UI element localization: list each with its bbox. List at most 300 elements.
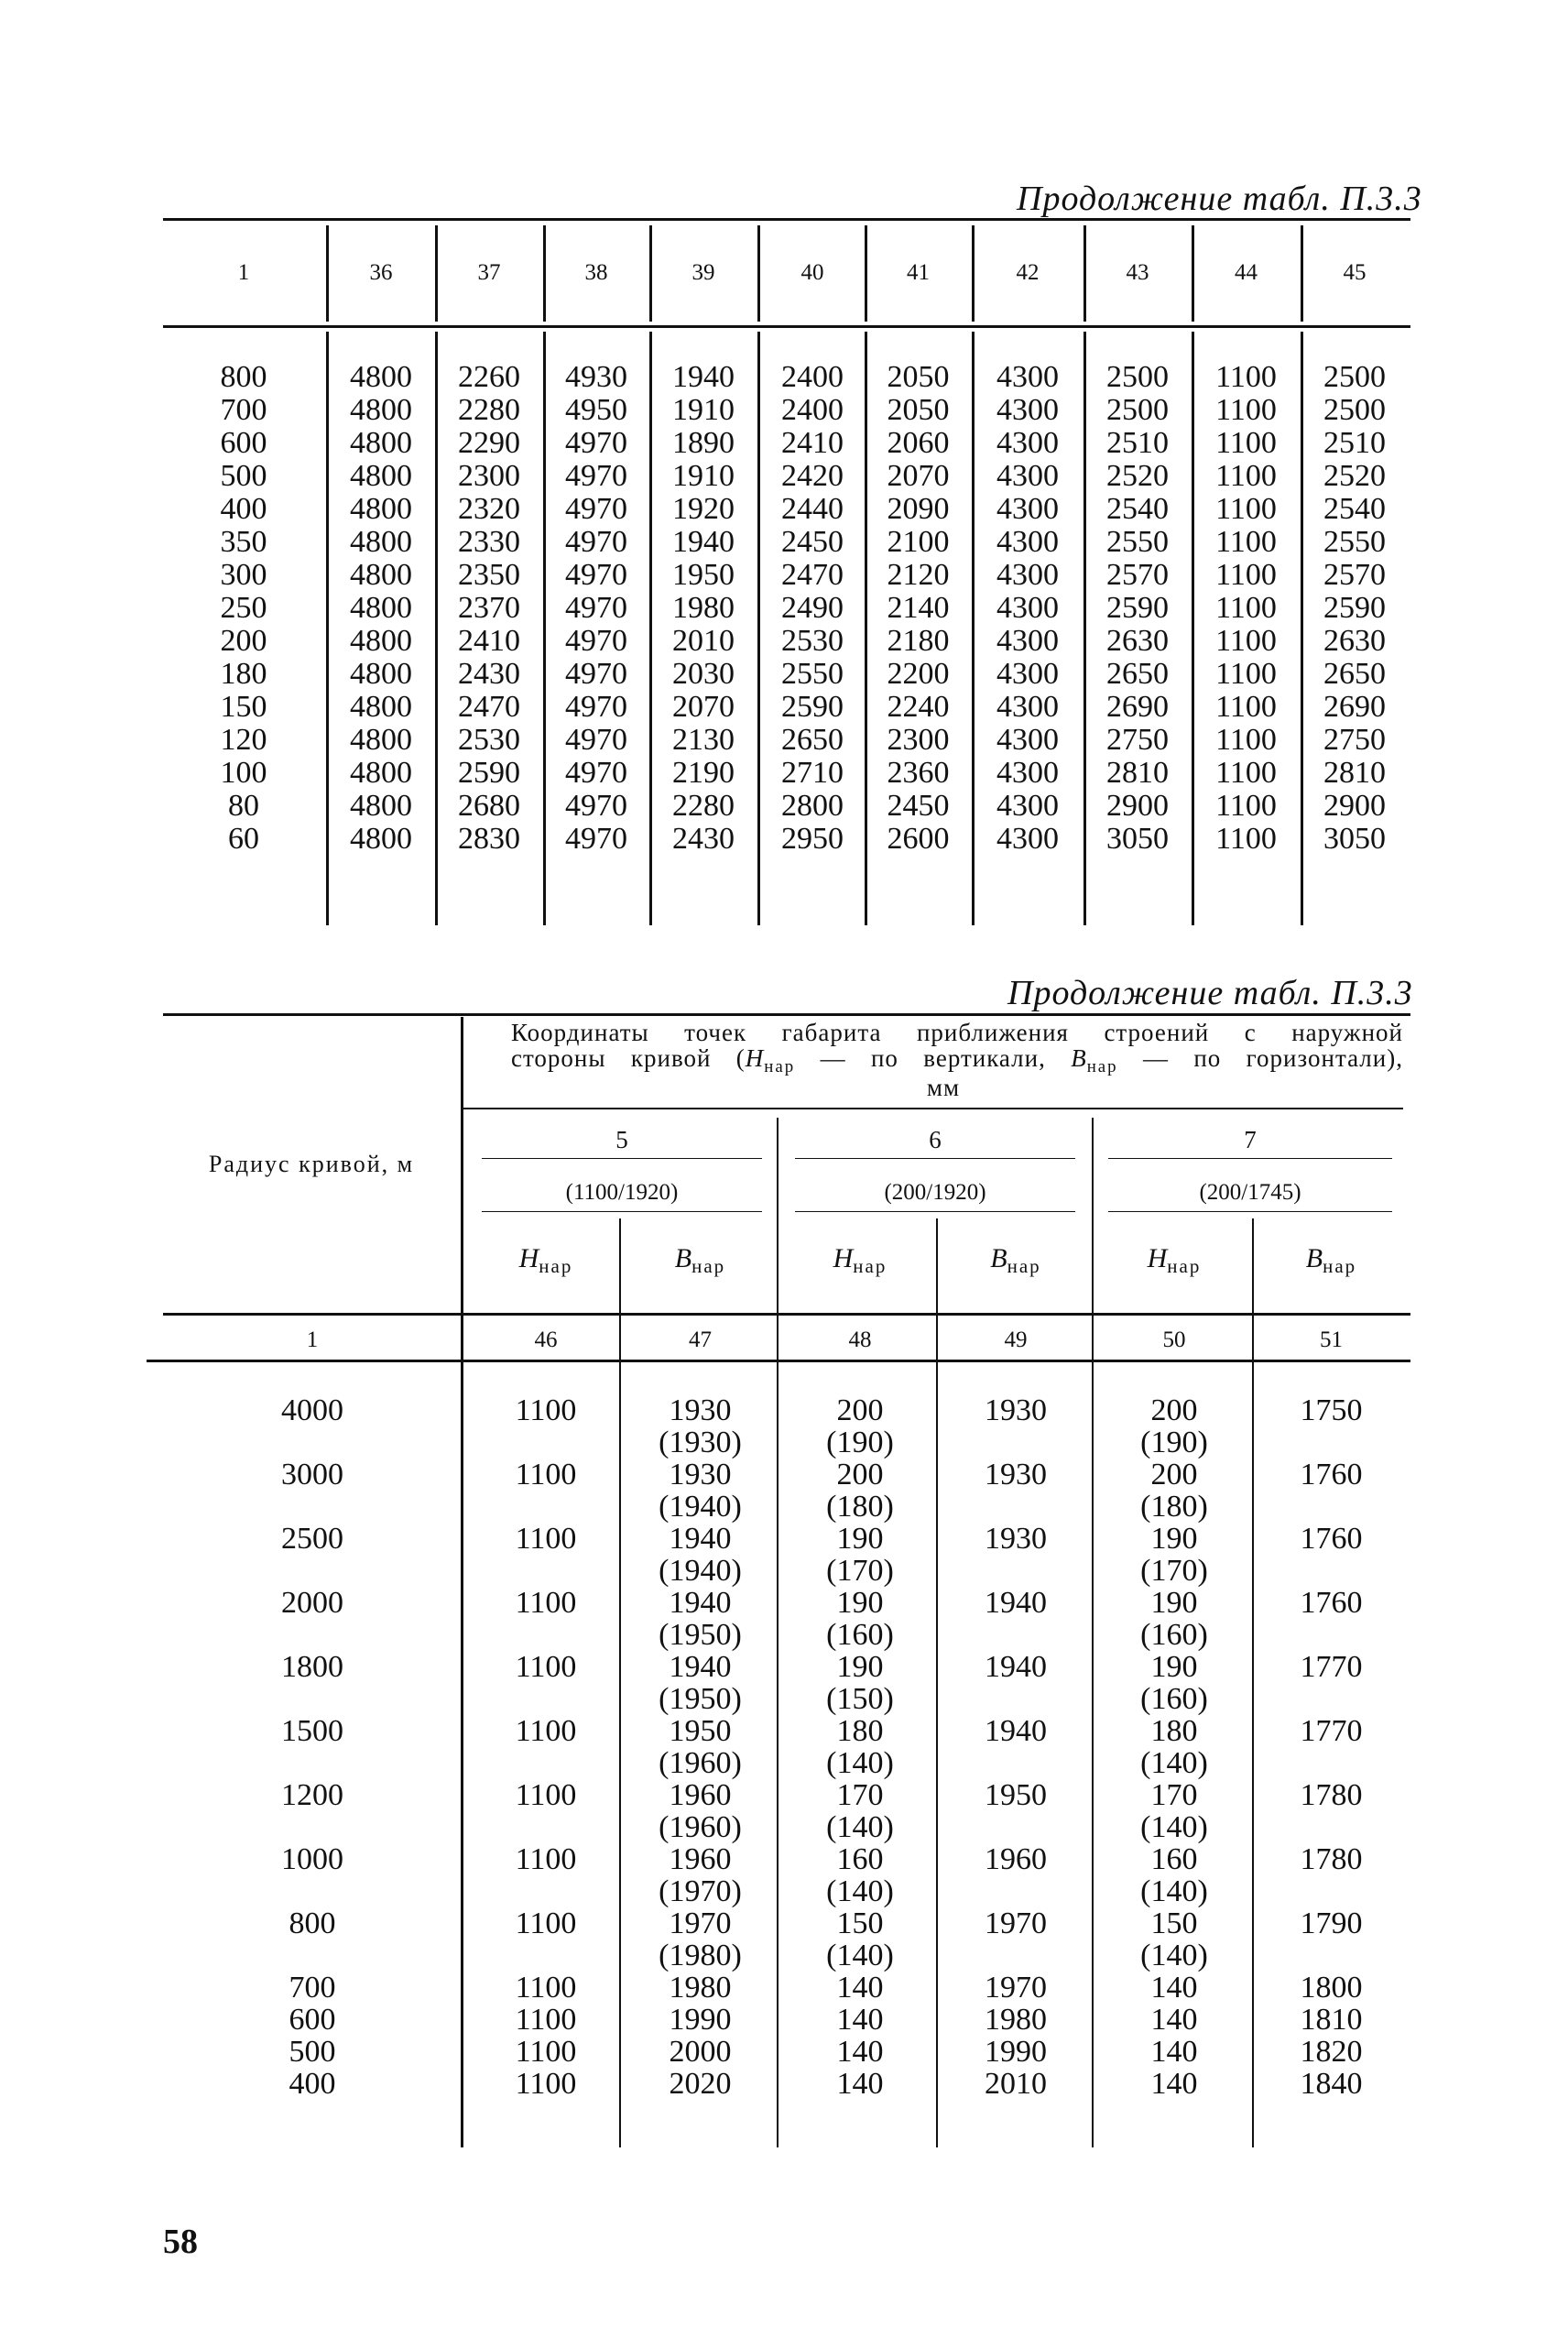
table2-cell: 800	[289, 1906, 336, 1940]
subscript-index: нар	[539, 1255, 573, 1278]
table2-cell: 1790	[1300, 1906, 1363, 1940]
table1-cell: 2540	[1106, 492, 1169, 526]
column-number: 48	[848, 1327, 872, 1352]
table2-cell: 1930	[985, 1458, 1047, 1491]
table1-cell: 2510	[1323, 426, 1386, 460]
table1-cell: 2500	[1106, 360, 1169, 394]
table2-cell: 1770	[1300, 1650, 1363, 1684]
table1-cell: 1100	[1215, 690, 1277, 724]
table2-cell: 400	[289, 2067, 336, 2101]
table2-cell: 1930	[669, 1458, 732, 1491]
table1-header-col-rule	[649, 225, 652, 322]
table2-cell: (160)	[1140, 1618, 1208, 1652]
table1-cell: 4300	[996, 591, 1059, 625]
table1-value-column	[972, 361, 1083, 856]
table2-cell: 1780	[1300, 1842, 1363, 1876]
table1-cell: 4800	[350, 393, 412, 427]
table2-cell: 1760	[1300, 1586, 1363, 1620]
table1-header-col-rule	[972, 225, 975, 322]
table1-cell: 1100	[1215, 558, 1277, 592]
table1-cell: 4970	[565, 525, 627, 559]
table1-cell: 2590	[781, 690, 844, 724]
coord-subheader	[1256, 1243, 1407, 1278]
table2-cell	[170, 1619, 454, 1651]
table2-cell	[941, 1875, 1091, 1907]
table1-cell: 2180	[887, 624, 950, 658]
table2-cell: 140	[836, 2035, 884, 2069]
table1-cell: 1100	[1215, 492, 1277, 526]
table2-cell: 600	[289, 2003, 336, 2037]
table1-cell: 2290	[458, 426, 520, 460]
table1-cell: 1950	[672, 558, 735, 592]
coords-title-text-g: — по горизонтали),	[1117, 1044, 1403, 1072]
table2-value-column	[626, 1394, 775, 2100]
table1-cell: 2830	[458, 822, 520, 856]
table1-cell: 3050	[1106, 822, 1169, 856]
table2-cell: 1100	[515, 1522, 577, 1556]
table1-cell: 2430	[458, 657, 520, 691]
table1-cell: 2500	[1323, 393, 1386, 427]
table1-cell: 150	[220, 690, 267, 724]
group-number: 5	[615, 1126, 628, 1153]
table2-cell: 1930	[985, 1393, 1047, 1427]
column-number: 1	[306, 1327, 319, 1352]
table1-cell: 2650	[1323, 657, 1386, 691]
table1-cell: 2900	[1106, 789, 1169, 823]
table2-top-rule	[163, 1013, 1410, 1016]
table1-cell: 2120	[887, 558, 950, 592]
table1-cell: 1940	[672, 360, 735, 394]
table1-cell: 1100	[1215, 393, 1277, 427]
table1-cell: 4300	[996, 492, 1059, 526]
table1-cell: 4970	[565, 624, 627, 658]
table1-cell: 4800	[350, 822, 412, 856]
h-index: нар	[764, 1056, 796, 1076]
table2-cell: 200	[836, 1458, 884, 1491]
table2-cell: 190	[836, 1522, 884, 1556]
table1-cell: 2450	[887, 789, 950, 823]
table1-cell: 2810	[1106, 756, 1169, 790]
table1-cell: 4300	[996, 789, 1059, 823]
table1-cell: 4300	[996, 822, 1059, 856]
table1-cell: 4300	[996, 558, 1059, 592]
table2-cell	[941, 1811, 1091, 1843]
table1-cell: 4970	[565, 459, 627, 493]
table1-cell: 2370	[458, 591, 520, 625]
table2-cell	[1256, 1426, 1407, 1458]
table2-cell	[941, 1747, 1091, 1779]
table1-col-header-45: 45	[1343, 260, 1367, 285]
table2-cell: 1820	[1300, 2035, 1363, 2069]
table2-cell: 1100	[515, 1971, 577, 2005]
table1-cell: 2510	[1106, 426, 1169, 460]
table2-cell: (1950)	[659, 1682, 742, 1716]
coords-title	[511, 1020, 1403, 1100]
table2-value-column	[941, 1394, 1091, 2100]
table1-cell: 2550	[1323, 525, 1386, 559]
table2-cell: (1940)	[659, 1554, 742, 1588]
table2-cell: 160	[1150, 1842, 1198, 1876]
table1-cell: 4970	[565, 690, 627, 724]
table2-value-column	[1256, 1394, 1407, 2100]
group-spec-rule	[1108, 1211, 1392, 1212]
table1-cell: 4300	[996, 426, 1059, 460]
table1-cell: 2060	[887, 426, 950, 460]
table1-header-rule	[163, 325, 1410, 328]
table1-cell: 2900	[1323, 789, 1386, 823]
table1-cell: 1910	[672, 459, 735, 493]
table2-cell: 150	[1150, 1906, 1198, 1940]
table1-cell: 2300	[458, 459, 520, 493]
table1-value-column	[757, 361, 867, 856]
table1-cell: 700	[220, 393, 267, 427]
table1-col-header-44: 44	[1235, 260, 1258, 285]
table2-cell: (140)	[1140, 1939, 1208, 1972]
radius-header: Радиус кривой, м	[208, 1151, 415, 1177]
table2-cell: 200	[1150, 1458, 1198, 1491]
table1-value-column	[865, 361, 972, 856]
table1-cell: 2550	[781, 657, 844, 691]
coord-subheader	[1097, 1243, 1251, 1278]
table1-cell: 2540	[1323, 492, 1386, 526]
table1-cell: 4970	[565, 426, 627, 460]
table1-value-column	[649, 361, 757, 856]
table1-value-column	[1192, 361, 1301, 856]
table2-cell: 190	[836, 1586, 884, 1620]
table2-cell: (140)	[826, 1939, 894, 1972]
table2-cell: (140)	[826, 1874, 894, 1908]
table1-header-col-rule	[435, 225, 438, 322]
table1-cell: 2410	[458, 624, 520, 658]
group-number-rule	[795, 1158, 1075, 1159]
table1-cell: 3050	[1323, 822, 1386, 856]
table1-cell: 2030	[672, 657, 735, 691]
table2-cell: 190	[1150, 1650, 1198, 1684]
table1-cell: 2590	[1323, 591, 1386, 625]
table1-cell: 2650	[1106, 657, 1169, 691]
table1-cell: 1100	[1215, 426, 1277, 460]
table2-cell: 1760	[1300, 1458, 1363, 1491]
table1-cell: 350	[220, 525, 267, 559]
table2-cell: 1960	[669, 1778, 732, 1812]
group-spec-rule	[482, 1211, 762, 1212]
table2-cell	[170, 1939, 454, 1972]
table2-cell: (150)	[826, 1682, 894, 1716]
table2-cell: 2020	[669, 2067, 732, 2101]
subscript-index: нар	[1323, 1255, 1357, 1278]
table1-cell: 1100	[1215, 459, 1277, 493]
table2-cell: 1940	[669, 1586, 732, 1620]
table2-cell: 1840	[1300, 2067, 1363, 2101]
table1-cell: 2450	[781, 525, 844, 559]
table2-cell	[471, 1811, 621, 1843]
table2-cell	[941, 1426, 1091, 1458]
table1-col-header-43: 43	[1126, 260, 1149, 285]
table2-cell: 140	[1150, 2035, 1198, 2069]
table2-cell: 1810	[1300, 2003, 1363, 2037]
table1-cell: 4800	[350, 525, 412, 559]
table2-cell: 1780	[1300, 1778, 1363, 1812]
table1-cell: 1940	[672, 525, 735, 559]
table1-cell: 2190	[672, 756, 735, 790]
table1-cell: 2300	[887, 723, 950, 757]
table1-cell: 500	[220, 459, 267, 493]
table2-cell: 1100	[515, 2067, 577, 2101]
table1-cell: 4300	[996, 723, 1059, 757]
table1-value-column	[435, 361, 543, 856]
table1-cell: 4300	[996, 690, 1059, 724]
table1-cell: 1100	[1215, 822, 1277, 856]
table2-cell	[1256, 1875, 1407, 1907]
table2-cell: 1970	[985, 1906, 1047, 1940]
table1-cell: 4970	[565, 756, 627, 790]
table2-number-rule	[147, 1360, 1410, 1362]
table1-cell: 800	[220, 360, 267, 394]
table1-cell: 2050	[887, 360, 950, 394]
coords-title-unit: мм	[926, 1074, 961, 1101]
table2-cell: 180	[1150, 1714, 1198, 1748]
table1-cell: 300	[220, 558, 267, 592]
table1-cell: 400	[220, 492, 267, 526]
table2-cell: 190	[1150, 1586, 1198, 1620]
table2-cell: (140)	[1140, 1746, 1208, 1780]
b-symbol: B	[1071, 1044, 1087, 1072]
table2-cell	[1256, 1555, 1407, 1587]
table2-cell: 1960	[669, 1842, 732, 1876]
table1-cell: 4300	[996, 360, 1059, 394]
b-symbol: B	[674, 1243, 692, 1273]
table1-cell: 4300	[996, 624, 1059, 658]
group-number: 7	[1244, 1126, 1257, 1153]
subscript-index: нар	[1007, 1255, 1041, 1278]
table2-cell	[941, 1619, 1091, 1651]
column-number: 51	[1320, 1327, 1343, 1352]
radius-column-rule	[461, 1017, 463, 2147]
table2-cell: (1940)	[659, 1490, 742, 1524]
table2-cell	[1256, 1619, 1407, 1651]
table2-cell: 1100	[515, 1842, 577, 1876]
table1-header-col-rule	[326, 225, 329, 322]
table2-cell: 1500	[281, 1714, 343, 1748]
table2-cell: 1980	[985, 2003, 1047, 2037]
table2-cell: 1100	[515, 1906, 577, 1940]
table2-cell	[170, 1875, 454, 1907]
table1-value-column	[326, 361, 436, 856]
table2-cell	[471, 1875, 621, 1907]
group-spec: (200/1920)	[884, 1180, 986, 1205]
table2-cell: 1990	[985, 2035, 1047, 2069]
table2-cell: (180)	[826, 1490, 894, 1524]
table2-cell: 1760	[1300, 1522, 1363, 1556]
table1-cell: 4800	[350, 723, 412, 757]
coords-rule	[463, 1108, 1403, 1109]
hb-rule	[1252, 1218, 1254, 2147]
table1-cell: 2630	[1323, 624, 1386, 658]
radius-column	[170, 1394, 454, 2100]
table2-cell: 200	[836, 1393, 884, 1427]
table2-cell	[941, 1491, 1091, 1523]
table2-cell: 170	[1150, 1778, 1198, 1812]
table2-cell: (160)	[1140, 1682, 1208, 1716]
table2-cell: 4000	[281, 1393, 343, 1427]
table1-cell: 2260	[458, 360, 520, 394]
table1-cell: 2500	[1323, 360, 1386, 394]
table1-cell: 2750	[1106, 723, 1169, 757]
table1-cell: 4970	[565, 723, 627, 757]
table1-cell: 2280	[458, 393, 520, 427]
table2-cell: (170)	[1140, 1554, 1208, 1588]
table2-cell: 140	[836, 2003, 884, 2037]
table1-cell: 600	[220, 426, 267, 460]
table2-cell	[170, 1491, 454, 1523]
table1-cell: 80	[228, 789, 259, 823]
table1-cell: 2090	[887, 492, 950, 526]
table1-header-col-rule	[1192, 225, 1194, 322]
table1-cell: 2350	[458, 558, 520, 592]
table1-cell: 4300	[996, 525, 1059, 559]
table2-cell: (190)	[826, 1426, 894, 1459]
table1-cell: 2750	[1323, 723, 1386, 757]
group-rule	[777, 1118, 779, 2147]
table2-cell	[941, 1939, 1091, 1972]
table1-col-header-36: 36	[369, 260, 393, 285]
table1-col-header-38: 38	[584, 260, 608, 285]
table2-cell: (1970)	[659, 1874, 742, 1908]
table2-cell	[170, 1426, 454, 1458]
table2-cell	[1256, 1939, 1407, 1972]
table1-cell: 2050	[887, 393, 950, 427]
table1-cell: 4800	[350, 459, 412, 493]
table1-cell: 2320	[458, 492, 520, 526]
table1-cell: 2200	[887, 657, 950, 691]
hb-rule	[936, 1218, 938, 2147]
table1-cell: 1980	[672, 591, 735, 625]
table1-cell: 4800	[350, 690, 412, 724]
table2-cell: 190	[836, 1650, 884, 1684]
table1-cell: 2690	[1106, 690, 1169, 724]
table2-cell: 1960	[985, 1842, 1047, 1876]
table1-cell: 2360	[887, 756, 950, 790]
h-symbol: H	[518, 1243, 539, 1273]
table2-cell: 700	[289, 1971, 336, 2005]
table1-cell: 1100	[1215, 657, 1277, 691]
table1-cell: 4970	[565, 657, 627, 691]
subscript-index: нар	[691, 1255, 726, 1278]
table2-cell: 1100	[515, 1586, 577, 1620]
table1-cell: 2530	[458, 723, 520, 757]
table1-cell: 2440	[781, 492, 844, 526]
table1-cell: 4800	[350, 360, 412, 394]
table2-cell: 140	[1150, 2003, 1198, 2037]
table1-cell: 2590	[1106, 591, 1169, 625]
table2-value-column	[784, 1394, 936, 2100]
table1-header-col-rule	[1301, 225, 1303, 322]
table1-cell: 120	[220, 723, 267, 757]
table1-cell: 2550	[1106, 525, 1169, 559]
table2-cell: 1100	[515, 1458, 577, 1491]
table2-cell: 1100	[515, 1778, 577, 1812]
coords-title-line1: Координаты точек габарита приближения строений с наружной	[511, 1019, 1403, 1046]
table1-cell: 2650	[781, 723, 844, 757]
table2-cell: 1100	[515, 1650, 577, 1684]
table1-header-col-rule	[543, 225, 546, 322]
table1-cell: 200	[220, 624, 267, 658]
b-index: нар	[1086, 1056, 1118, 1076]
table2-cell: 1940	[985, 1586, 1047, 1620]
group-number-rule	[482, 1158, 762, 1159]
table2-cell: (1960)	[659, 1810, 742, 1844]
table1-cell: 4800	[350, 756, 412, 790]
table2-cell: 1100	[515, 2035, 577, 2069]
table2-value-column	[471, 1394, 621, 2100]
table1-cell: 2400	[781, 360, 844, 394]
table1-cell: 2490	[781, 591, 844, 625]
table2-cell: 1940	[669, 1650, 732, 1684]
b-symbol: B	[1305, 1243, 1323, 1273]
table2-cell: 1100	[515, 1393, 577, 1427]
table1-cell: 4930	[565, 360, 627, 394]
table2-cell: (140)	[1140, 1810, 1208, 1844]
table1-cell: 2400	[781, 393, 844, 427]
table1-cell: 2420	[781, 459, 844, 493]
table2-caption: Продолжение табл. П.3.3	[1007, 974, 1413, 1012]
table1-cell: 2680	[458, 789, 520, 823]
table1-cell: 1100	[1215, 624, 1277, 658]
table2-cell: (170)	[826, 1554, 894, 1588]
page-number: 58	[163, 2223, 198, 2261]
table2-cell: 1200	[281, 1778, 343, 1812]
table1-cell: 1100	[1215, 756, 1277, 790]
table2-cell: 2000	[281, 1586, 343, 1620]
table1-cell: 2470	[781, 558, 844, 592]
table1-cell: 1910	[672, 393, 735, 427]
table1-col-header-1: 1	[237, 260, 250, 285]
group-number: 6	[929, 1126, 942, 1153]
table1-cell: 2630	[1106, 624, 1169, 658]
table2-cell: 1100	[515, 2003, 577, 2037]
table2-cell: 1940	[669, 1522, 732, 1556]
coords-title-line2	[511, 1045, 1403, 1075]
table2-cell: 160	[836, 1842, 884, 1876]
table1-cell: 4800	[350, 789, 412, 823]
table2-cell	[471, 1491, 621, 1523]
b-symbol: B	[990, 1243, 1007, 1273]
table1-cell: 2520	[1106, 459, 1169, 493]
table1-cell: 2590	[458, 756, 520, 790]
table2-cell: 140	[836, 2067, 884, 2101]
table2-cell: (140)	[826, 1810, 894, 1844]
table2-cell: 1750	[1300, 1393, 1363, 1427]
table1-cell: 2070	[887, 459, 950, 493]
table2-cell	[471, 1555, 621, 1587]
table1-col-header-39: 39	[691, 260, 715, 285]
table2-cell: 1930	[669, 1393, 732, 1427]
table1-cell: 2410	[781, 426, 844, 460]
table2-cell: 3000	[281, 1458, 343, 1491]
h-symbol: H	[833, 1243, 854, 1273]
table2-cell: 1770	[1300, 1714, 1363, 1748]
table2-cell: 1950	[669, 1714, 732, 1748]
h-symbol: H	[1147, 1243, 1168, 1273]
table1-cell: 4300	[996, 459, 1059, 493]
table1-cell: 4950	[565, 393, 627, 427]
table2-cell: 140	[1150, 1971, 1198, 2005]
table2-cell: 2500	[281, 1522, 343, 1556]
table2-cell: 2000	[669, 2035, 732, 2069]
group-spec: (200/1745)	[1199, 1180, 1301, 1205]
table2-cell	[471, 1426, 621, 1458]
table2-cell	[170, 1555, 454, 1587]
